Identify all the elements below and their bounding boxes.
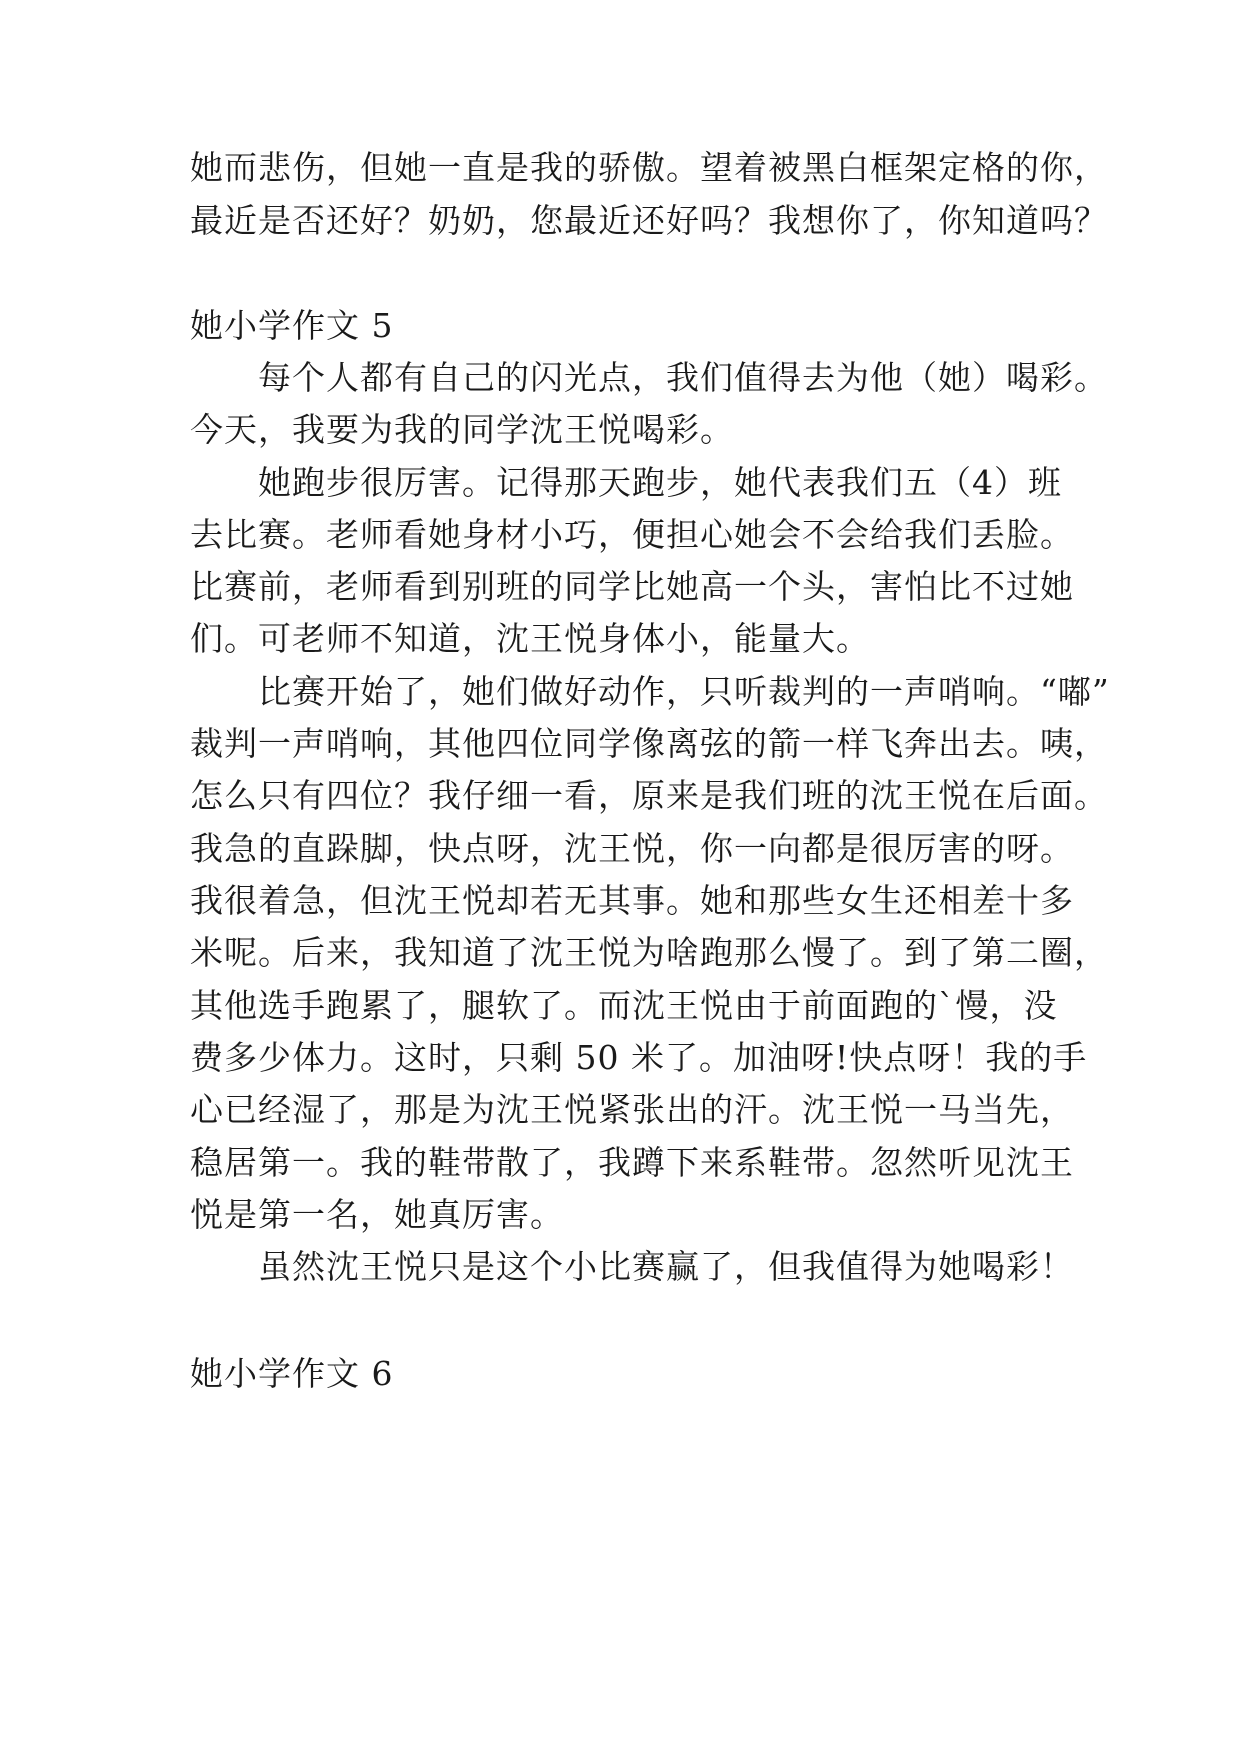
- paragraph-line: 其他选手跑累了，腿软了。而沈王悦由于前面跑的`慢，没: [190, 986, 1058, 1025]
- paragraph-line: 米呢。后来，我知道了沈王悦为啥跑那么慢了。到了第二圈，: [190, 933, 1108, 972]
- paragraph-line: 我急的直跺脚，快点呀，沈王悦，你一向都是很厉害的呀。: [190, 829, 1074, 868]
- paragraph-line: 裁判一声哨响，其他四位同学像离弦的箭一样飞奔出去。咦，: [190, 724, 1108, 763]
- section-5-title: 她小学作文 5: [190, 306, 394, 345]
- paragraph-line: 费多少体力。这时，只剩 50 米了。加油呀!快点呀！我的手: [190, 1038, 1088, 1077]
- paragraph-line: 我很着急，但沈王悦却若无其事。她和那些女生还相差十多: [190, 881, 1074, 920]
- section-6-title: 她小学作文 6: [190, 1354, 394, 1393]
- paragraph-line: 比赛前，老师看到别班的同学比她高一个头，害怕比不过她: [190, 567, 1074, 606]
- paragraph-line: 今天，我要为我的同学沈王悦喝彩。: [190, 410, 734, 449]
- paragraph-line: 比赛开始了，她们做好动作，只听裁判的一声哨响。“嘟”: [258, 672, 1110, 711]
- paragraph-line: 她跑步很厉害。记得那天跑步，她代表我们五（4）班: [258, 463, 1062, 502]
- paragraph-line: 怎么只有四位？我仔细一看，原来是我们班的沈王悦在后面。: [190, 776, 1108, 815]
- paragraph-line: 虽然沈王悦只是这个小比赛赢了，但我值得为她喝彩！: [258, 1247, 1074, 1286]
- paragraph-line: 悦是第一名，她真厉害。: [190, 1195, 564, 1234]
- paragraph-line: 每个人都有自己的闪光点，我们值得去为他（她）喝彩。: [258, 358, 1108, 397]
- paragraph-line: 稳居第一。我的鞋带散了，我蹲下来系鞋带。忽然听见沈王: [190, 1143, 1074, 1182]
- paragraph-line: 去比赛。老师看她身材小巧，便担心她会不会给我们丢脸。: [190, 515, 1074, 554]
- paragraph-line: 们。可老师不知道，沈王悦身体小，能量大。: [190, 619, 870, 658]
- paragraph-line: 心已经湿了，那是为沈王悦紧张出的汗。沈王悦一马当先，: [190, 1090, 1074, 1129]
- intro-line-2: 最近是否还好？奶奶，您最近还好吗？我想你了，你知道吗？: [190, 201, 1108, 240]
- intro-line-1: 她而悲伤，但她一直是我的骄傲。望着被黑白框架定格的你，: [190, 148, 1108, 187]
